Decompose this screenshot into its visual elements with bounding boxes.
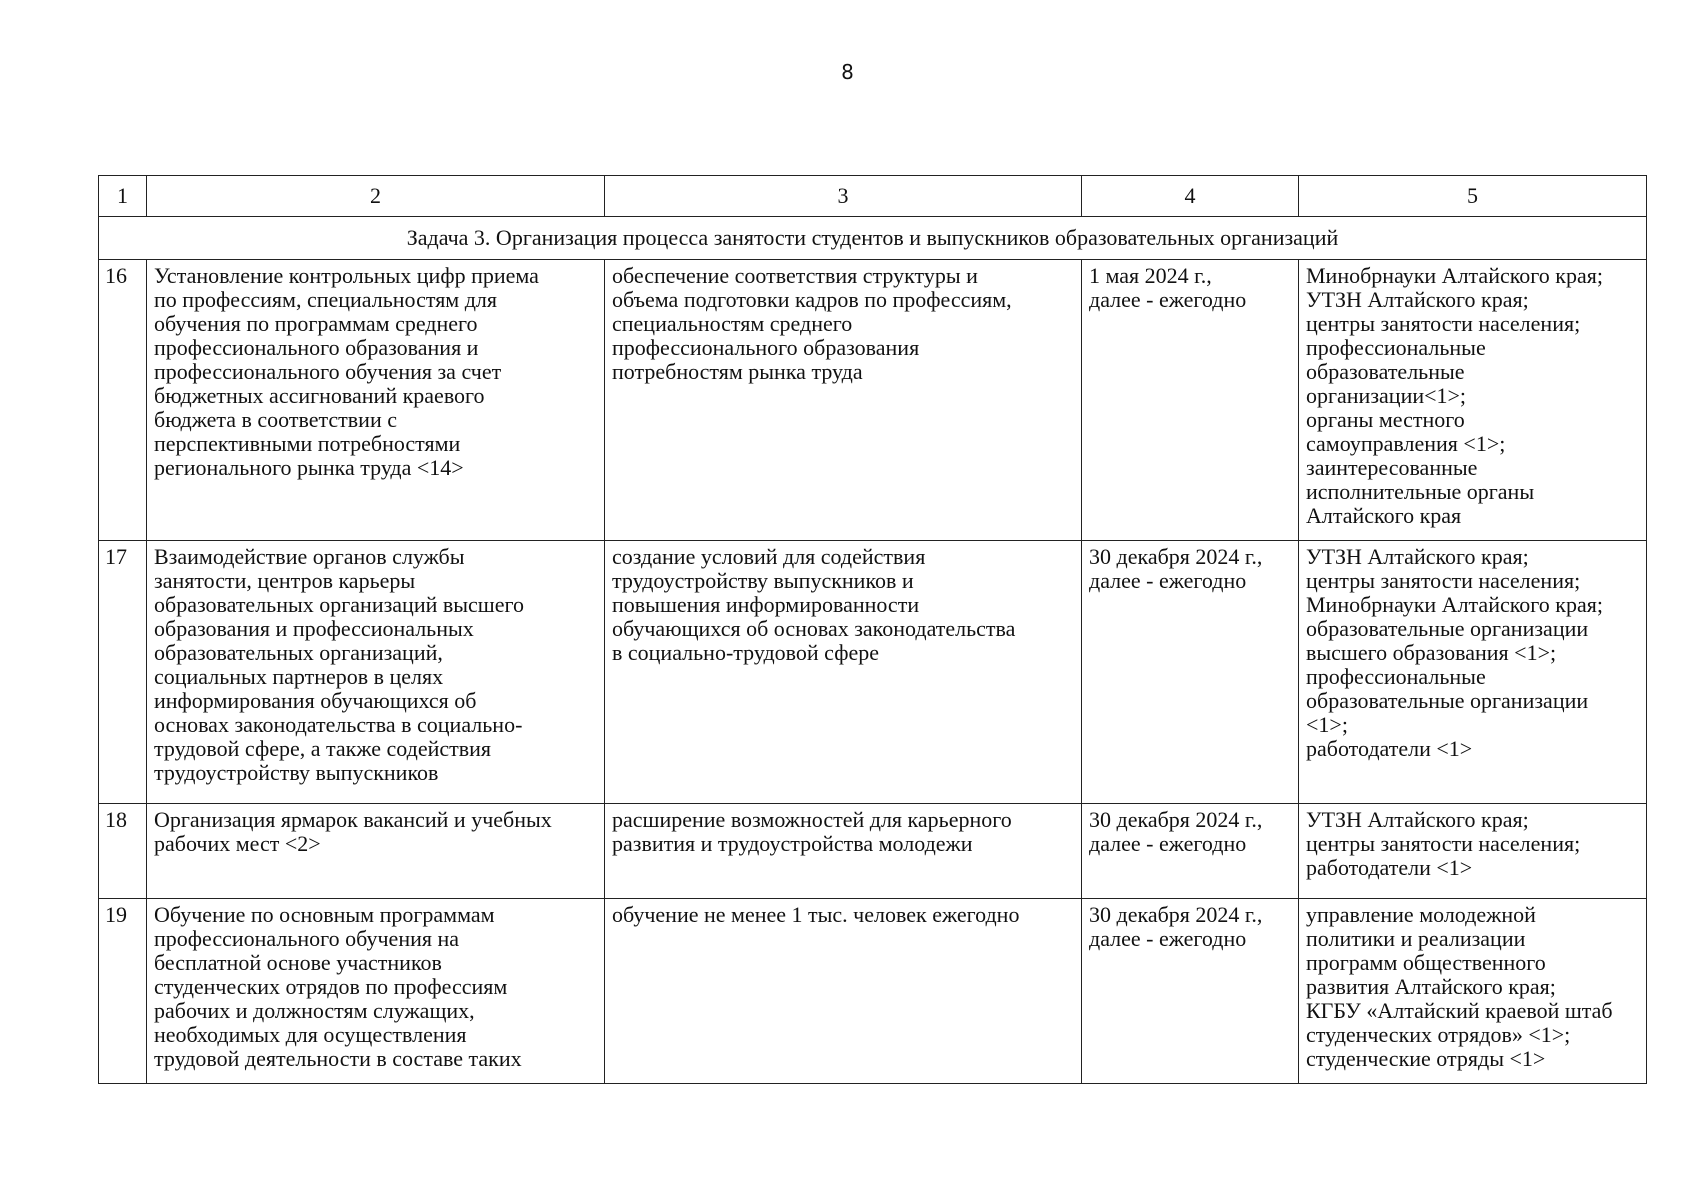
row-number: 17 — [99, 541, 147, 804]
executors-cell: УТЗН Алтайского края; центры занятости населения; Минобрнауки Алтайского края; образовательные организации высшего образования <1>; профессиональные образовательные организации <1>; работодатели <1> — [1299, 541, 1647, 804]
column-number: 5 — [1299, 176, 1647, 217]
section-title: Задача 3. Организация процесса занятости студентов и выпускников образовательных организаций — [99, 217, 1647, 260]
deadline-cell: 30 декабря 2024 г., далее - ежегодно — [1082, 899, 1299, 1084]
section-title-row — [99, 217, 1647, 260]
action-plan-table — [98, 175, 1647, 1084]
executors-cell: управление молодежной политики и реализации программ общественного развития Алтайского края; КГБУ «Алтайский краевой штаб студенческих отрядов» <1>; студенческие отряды <1> — [1299, 899, 1647, 1084]
column-number-row — [99, 176, 1647, 217]
action-cell: Обучение по основным программам профессионального обучения на бесплатной основе участников студенческих отрядов по профессиям рабочих и должностям служащих, необходимых для осуществления трудовой деятельности в составе таких — [147, 899, 605, 1084]
table-row — [99, 541, 1647, 804]
row-number: 18 — [99, 804, 147, 899]
page-number: 8 — [841, 60, 854, 84]
column-number: 4 — [1082, 176, 1299, 217]
deadline-cell: 1 мая 2024 г., далее - ежегодно — [1082, 260, 1299, 541]
result-cell: расширение возможностей для карьерного развития и трудоустройства молодежи — [605, 804, 1082, 899]
result-cell: обеспечение соответствия структуры и объема подготовки кадров по профессиям, специальностям среднего профессионального образования потребностям рынка труда — [605, 260, 1082, 541]
executors-cell: Минобрнауки Алтайского края; УТЗН Алтайского края; центры занятости населения; профессиональные образовательные организации<1>; органы местного самоуправления <1>; заинтересованные исполнительные органы Алтайского края — [1299, 260, 1647, 541]
column-number: 3 — [605, 176, 1082, 217]
row-number: 16 — [99, 260, 147, 541]
table-row — [99, 804, 1647, 899]
column-number: 2 — [147, 176, 605, 217]
table-row — [99, 899, 1647, 1084]
deadline-cell: 30 декабря 2024 г., далее - ежегодно — [1082, 541, 1299, 804]
action-cell: Взаимодействие органов службы занятости, центров карьеры образовательных организаций высшего образования и профессиональных образовательных организаций, социальных партнеров в целях информирования обучающихся об основах законодательства в социально- трудовой сфере, а также содействия трудоустройству выпускников — [147, 541, 605, 804]
column-number: 1 — [99, 176, 147, 217]
result-cell: обучение не менее 1 тыс. человек ежегодно — [605, 899, 1082, 1084]
table-row — [99, 260, 1647, 541]
deadline-cell: 30 декабря 2024 г., далее - ежегодно — [1082, 804, 1299, 899]
executors-cell: УТЗН Алтайского края; центры занятости населения; работодатели <1> — [1299, 804, 1647, 899]
action-cell: Установление контрольных цифр приема по профессиям, специальностям для обучения по программам среднего профессионального образования и профессионального обучения за счет бюджетных ассигнований краевого бюджета в соответствии с перспективными потребностями регионального рынка труда <14> — [147, 260, 605, 541]
result-cell: создание условий для содействия трудоустройству выпускников и повышения информированности обучающихся об основах законодательства в социально-трудовой сфере — [605, 541, 1082, 804]
row-number: 19 — [99, 899, 147, 1084]
action-cell: Организация ярмарок вакансий и учебных рабочих мест <2> — [147, 804, 605, 899]
